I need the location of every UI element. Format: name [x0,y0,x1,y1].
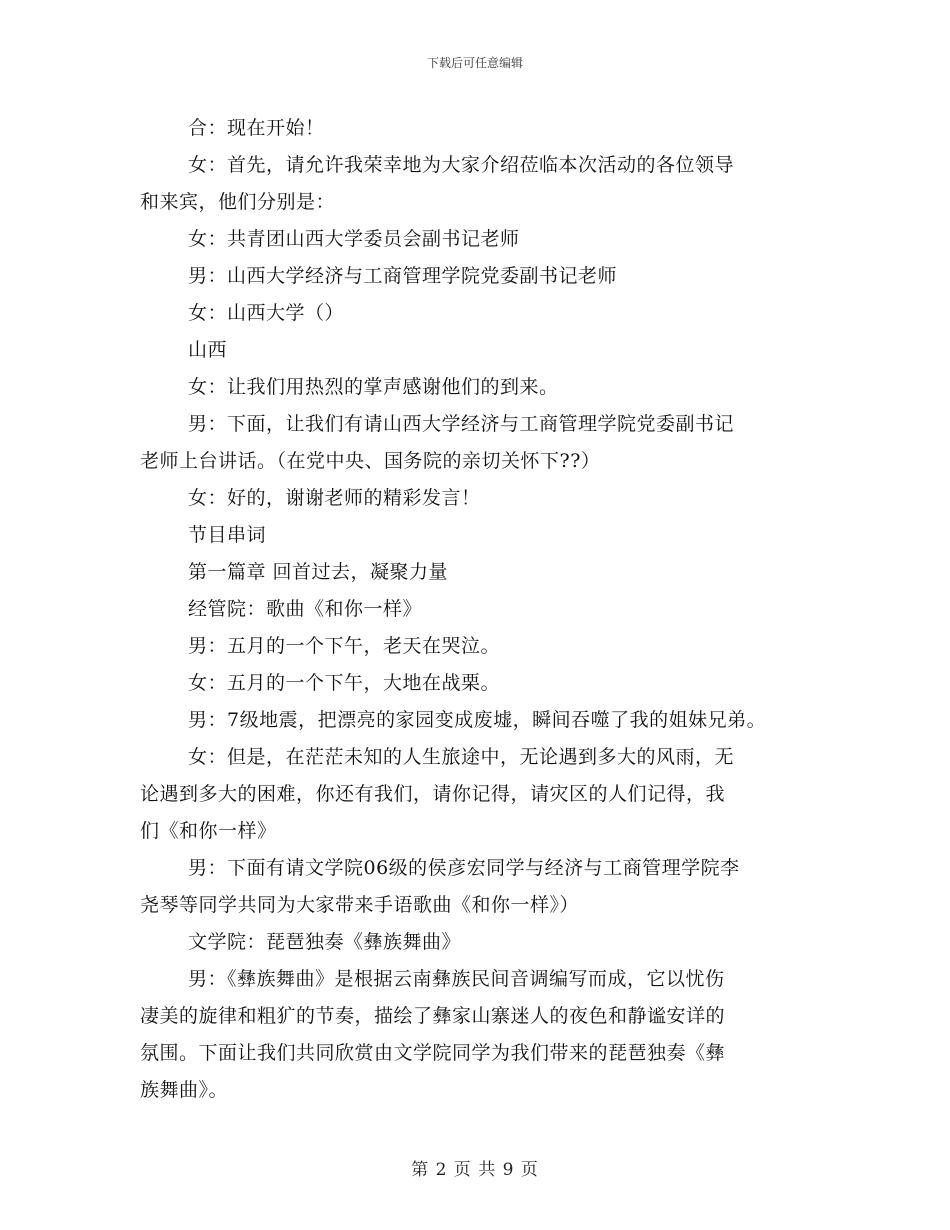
text-line: 女：但是，在茫茫未知的人生旅途中，无论遇到多大的风雨，无 [188,746,735,768]
text-line: 和来宾，他们分别是： [140,191,336,213]
text-line: 论遇到多大的困难，你还有我们，请你记得，请灾区的人们记得，我 [140,783,726,805]
text-line: 氛围。下面让我们共同欣赏由文学院同学为我们带来的琵琶独奏《彝 [140,1042,726,1064]
text-line: 女：山西大学（） [188,302,345,324]
text-line: 女：好的，谢谢老师的精彩发言！ [188,487,481,509]
text-line: 们《和你一样》 [140,820,277,842]
text-line: 女：五月的一个下午，大地在战栗。 [188,672,501,694]
header-note: 下载后可任意编辑 [426,56,523,70]
text-line: 男：下面，让我们有请山西大学经济与工商管理学院党委副书记 [188,413,735,435]
text-line: 经管院：歌曲《和你一样》 [188,598,423,620]
text-line: 族舞曲》。 [140,1079,229,1101]
text-line: 女：共青团山西大学委员会副书记老师 [188,228,520,250]
text-line: 老师上台讲话。（在党中央、国务院的亲切关怀下??） [140,450,601,472]
text-line: 男：山西大学经济与工商管理学院党委副书记老师 [188,265,618,287]
text-line: 男：五月的一个下午，老天在哭泣。 [188,635,501,657]
text-line: 山西 [188,339,228,361]
document-body [140,110,820,1109]
text-line: 男：《彝族舞曲》是根据云南彝族民间音调编写而成，它以忧伤 [188,968,725,990]
page-number-footer: 第 2 页 共 9 页 [411,1160,539,1180]
text-line: 男：7级地震，把漂亮的家园变成废墟，瞬间吞噬了我的姐妹兄弟。 [188,709,767,731]
text-line: 文学院：琵琶独奏《彝族舞曲》 [188,931,462,953]
text-line: 男：下面有请文学院06级的侯彦宏同学与经济与工商管理学院李 [188,857,740,879]
text-line: 合：现在开始！ [188,117,325,139]
text-line: 尧琴等同学共同为大家带来手语歌曲《和你一样》） [140,894,580,916]
text-line: 女：让我们用热烈的掌声感谢他们的到来。 [188,376,559,398]
text-line: 第一篇章 回首过去，凝聚力量 [188,561,449,583]
text-line: 女：首先，请允许我荣幸地为大家介绍莅临本次活动的各位领导 [188,154,735,176]
text-line: 凄美的旋律和粗犷的节奏，描绘了彝家山寨迷人的夜色和静谧安详的 [140,1005,726,1027]
text-line: 节目串词 [188,524,267,546]
